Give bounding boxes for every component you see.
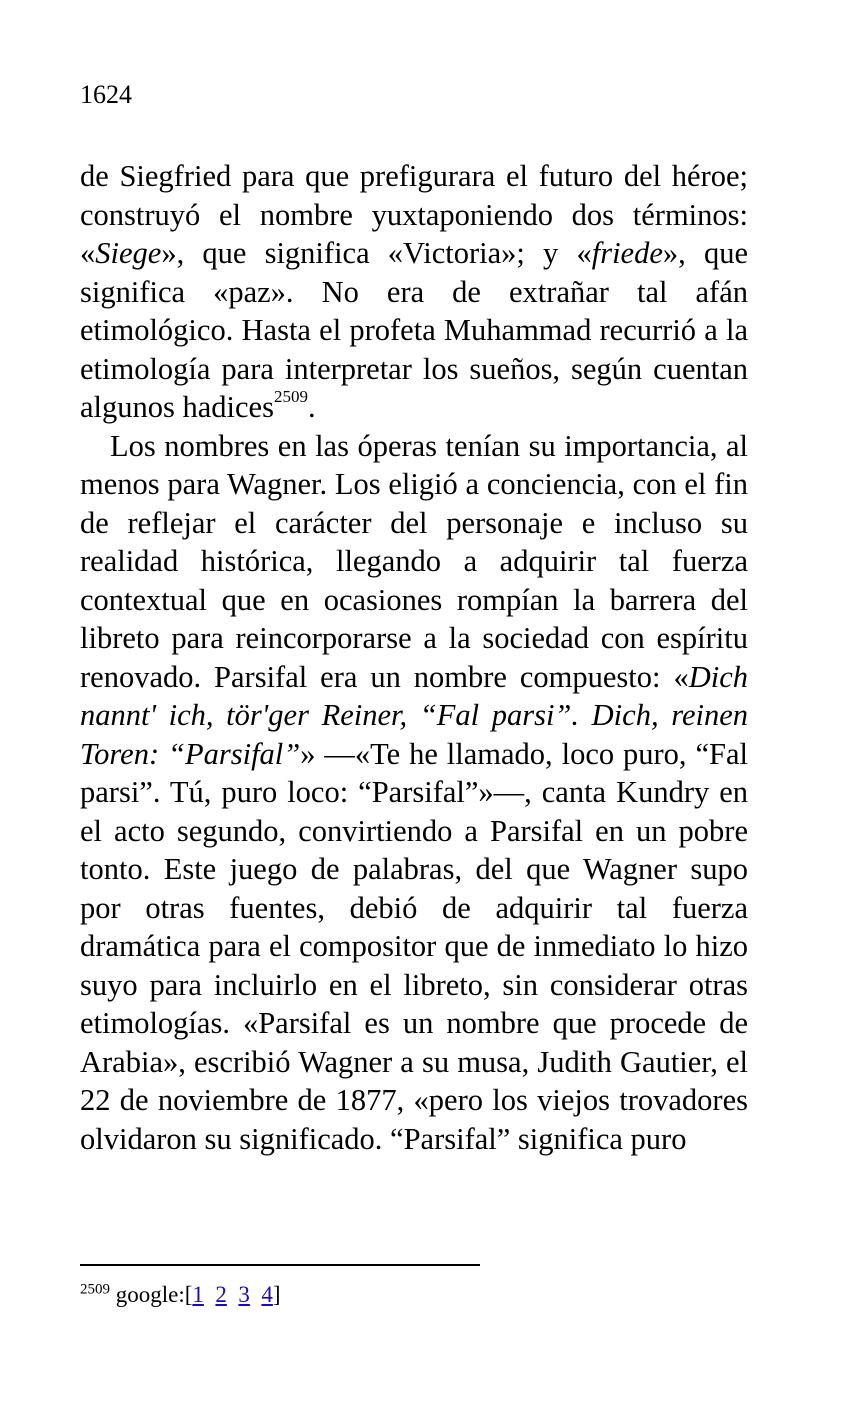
bracket: [: [184, 1282, 193, 1307]
text-run: .: [307, 390, 316, 424]
bracket: ]: [272, 1282, 281, 1307]
footnote-label: google:: [115, 1282, 185, 1307]
footnote-link-3[interactable]: 3: [238, 1282, 250, 1307]
text-run: » —«Te he llamado, loco puro, “Fal parsi”. Tú, puro loco: “Parsifal”»—, canta Kundry en el acto segundo, convirtiendo a Parsifal en un pobre tonto. Este juego de palabras, del que Wagner supo por otras fuentes, debió de adquirir tal fuerza dramática para el compositor que de inmediato lo hizo suyo para incluirlo en el libreto, sin considerar otras etimologías. «Parsifal es un nombre que procede de Arabia», escribió Wagner a su musa, Judith Gautier, el 22 de noviembre de 1877, «pero los viejos trovadores olvidaron su significado. “Parsifal” significa puro: [80, 736, 748, 1156]
italic-text: friede: [591, 236, 663, 270]
text-run: de Siegfried para que prefigurara el futuro del héroe; construyó el nombre yuxtaponiendo dos términos: «: [80, 159, 748, 270]
page-number: 1624: [80, 80, 132, 109]
paragraph: [80, 157, 748, 427]
footnote: [80, 1280, 281, 1310]
italic-text: Siege: [95, 236, 162, 270]
italic-quote: Dich nannt' ich, tör'ger Reiner, “Fal parsi”. Dich, reinen Toren: “Parsifal”: [80, 659, 748, 771]
footnote-link-4[interactable]: 4: [261, 1282, 273, 1307]
footnote-divider: [80, 1264, 480, 1266]
footnote-link-2[interactable]: 2: [215, 1282, 227, 1307]
body-text: [80, 157, 748, 1158]
paragraph: [80, 427, 748, 1159]
footnote-link-1[interactable]: 1: [192, 1282, 204, 1307]
text-run: », que significa «Victoria»; y «: [161, 236, 592, 270]
footnote-number: 2509: [80, 1281, 110, 1298]
text-run: », que significa «paz». No era de extrañar tal afán etimológico. Hasta el profeta Muhammad recurrió a la etimología para interpretar los sueños, según cuentan algunos hadices: [80, 236, 748, 424]
footnote-reference[interactable]: 2509: [273, 386, 308, 406]
text-run: Los nombres en las óperas tenían su importancia, al menos para Wagner. Los eligió a conciencia, con el fin de reflejar el carácter del personaje e incluso su realidad histórica, llegando a adquirir tal fuerza contextual que en ocasiones rompían la barrera del libreto para reincorporarse a la sociedad con espíritu renovado. Parsifal era un nombre compuesto: «: [80, 428, 748, 694]
